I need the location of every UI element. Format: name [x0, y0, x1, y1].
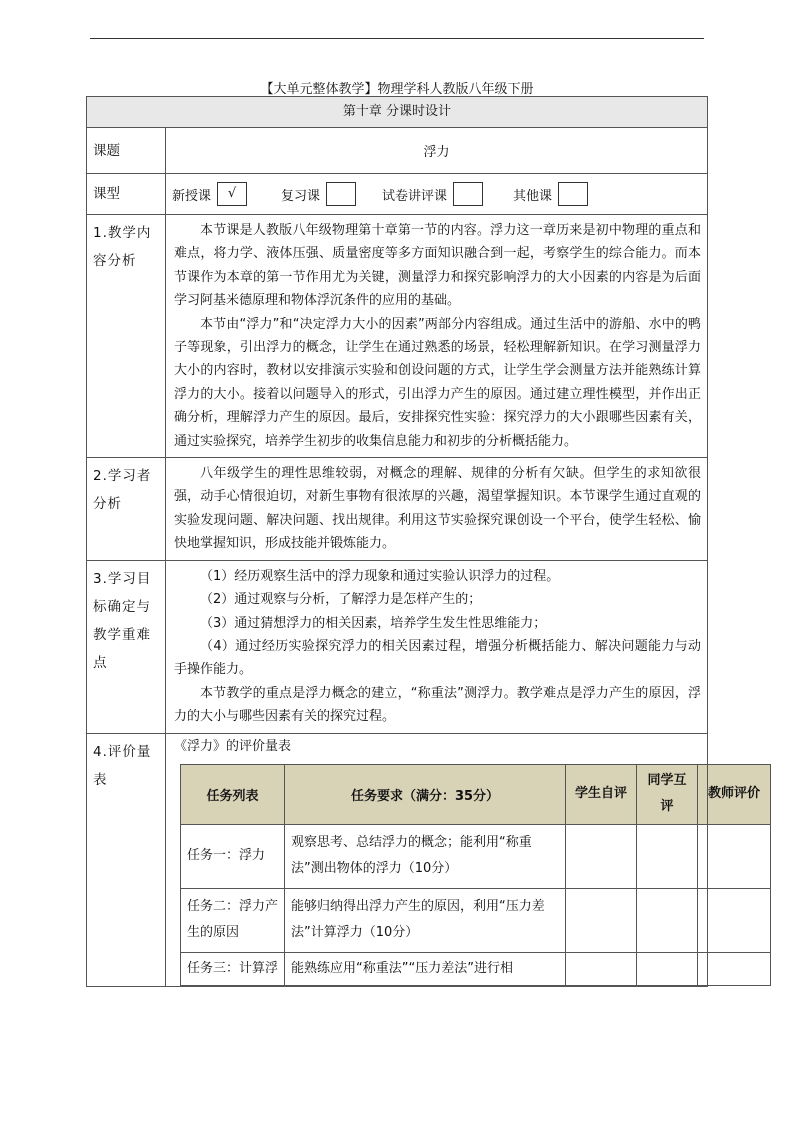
objective-item: （2）通过观察与分析，了解浮力是怎样产生的； [200, 592, 482, 608]
checkbox-review-lesson[interactable] [326, 182, 356, 206]
evaluation-table [180, 764, 771, 986]
objectives-text [166, 560, 708, 733]
content-analysis-text [166, 215, 708, 458]
lesson-plan-table [86, 96, 760, 987]
objective-item: （3）通过猜想浮力的相关因素，培养学生发生性思维能力； [200, 615, 547, 631]
header-rule [90, 38, 704, 39]
content-analysis-label: 1.教学内容分析 [87, 215, 166, 458]
chapter-heading: 第十章 分课时设计 [87, 97, 708, 128]
teacher-score-cell[interactable] [698, 824, 771, 888]
option-exam-review-lesson: 试卷讲评课 [382, 188, 448, 204]
peer-score-cell[interactable] [637, 888, 698, 952]
task-name: 任务二：浮力产生的原因 [181, 888, 285, 952]
option-new-lesson: 新授课 [172, 188, 212, 204]
checkbox-exam-review-lesson[interactable] [453, 182, 483, 206]
objectives-label: 3.学习目标确定与教学重难点 [87, 560, 166, 733]
teacher-score-cell[interactable] [698, 888, 771, 952]
objective-item: （1）经历观察生活中的浮力现象和通过实验认识浮力的过程。 [200, 568, 560, 584]
self-score-cell[interactable] [566, 888, 637, 952]
checkbox-other-lesson[interactable] [558, 182, 588, 206]
task-requirement: 能熟练应用“称重法”“压力差法”进行相 [285, 952, 566, 985]
objective-item: （4）通过经历实验探究浮力的相关因素过程，增强分析概括能力、解决问题能力与动手操作能力。 [174, 638, 701, 678]
evaluation-cell [166, 733, 760, 986]
lesson-label: 课题 [87, 128, 166, 174]
header-teacher-assessment: 教师评价 [698, 764, 771, 824]
task-name: 任务一：浮力 [181, 824, 285, 888]
peer-score-cell[interactable] [637, 952, 698, 985]
table-row [181, 888, 771, 952]
peer-score-cell[interactable] [637, 824, 698, 888]
task-name: 任务三：计算浮 [181, 952, 285, 985]
learner-paragraph: 八年级学生的理性思维较弱，对概念的理解、规律的分析有欠缺。但学生的求知欲很强，动手心情很迫切，对新生事物有很浓厚的兴趣，渴望掌握知识。本节课学生通过直观的实验发现问题、解决问题、找出规律。利用这节实验探究课创设一个平台，使学生轻松、愉快地掌握知识，形成技能并锻炼能力。 [174, 466, 701, 552]
lesson-title: 浮力 [166, 128, 708, 174]
table-row [181, 824, 771, 888]
header-task-list: 任务列表 [181, 764, 285, 824]
header-task-requirement: 任务要求（满分：35分） [285, 764, 566, 824]
key-points: 本节教学的重点是浮力概念的建立，“称重法”测浮力。教学难点是浮力产生的原因，浮力的大小与哪些因素有关的探究过程。 [174, 685, 701, 725]
option-review-lesson: 复习课 [281, 188, 321, 204]
lesson-type-label: 课型 [87, 174, 166, 215]
teacher-score-cell[interactable] [698, 952, 771, 985]
self-score-cell[interactable] [566, 824, 637, 888]
evaluation-label: 4.评价量表 [87, 733, 166, 986]
header-self-assessment: 学生自评 [566, 764, 637, 824]
header-peer-assessment: 同学互评 [637, 764, 698, 824]
content-paragraph: 本节由“浮力”和“决定浮力大小的因素”两部分内容组成。通过生活中的游船、水中的鸭子等现象，引出浮力的概念，让学生在通过熟悉的场景，轻松理解新知识。在学习测量浮力大小的内容时，教材以安排演示实验和创设问题的方式，让学生学会测量方法并能熟练计算浮力的大小。接着以问题导入的形式，引出浮力产生的原因。通过建立理性模型，并作出正确分析，理解浮力产生的原因。最后，安排探究性实验：探究浮力的大小跟哪些因素有关，通过实验探究，培养学生初步的收集信息能力和初步的分析概括能力。 [174, 316, 701, 449]
document-title: 【大单元整体教学】物理学科人教版八年级下册 [260, 82, 534, 97]
checkbox-new-lesson[interactable]: √ [217, 182, 247, 206]
learner-analysis-label: 2.学习者分析 [87, 458, 166, 561]
lesson-type-options [166, 174, 708, 215]
task-requirement: 能够归纳得出浮力产生的原因，利用“压力差法”计算浮力（10分） [285, 888, 566, 952]
self-score-cell[interactable] [566, 952, 637, 985]
table-row [181, 952, 771, 985]
task-requirement: 观察思考、总结浮力的概念；能利用“称重法”测出物体的浮力（10分） [285, 824, 566, 888]
option-other-lesson: 其他课 [513, 188, 553, 204]
content-paragraph: 本节课是人教版八年级物理第十章第一节的内容。浮力这一章历来是初中物理的重点和难点，将力学、液体压强、质量密度等多方面知识融合到一起，考察学生的综合能力。而本节课作为本章的第一节作用尤为关键，测量浮力和探究影响浮力的大小因素的内容是为后面学习阿基米德原理和物体浮沉条件的应用的基础。 [174, 223, 701, 309]
learner-analysis-text [166, 458, 708, 561]
evaluation-caption: 《浮力》的评价量表 [174, 738, 292, 754]
